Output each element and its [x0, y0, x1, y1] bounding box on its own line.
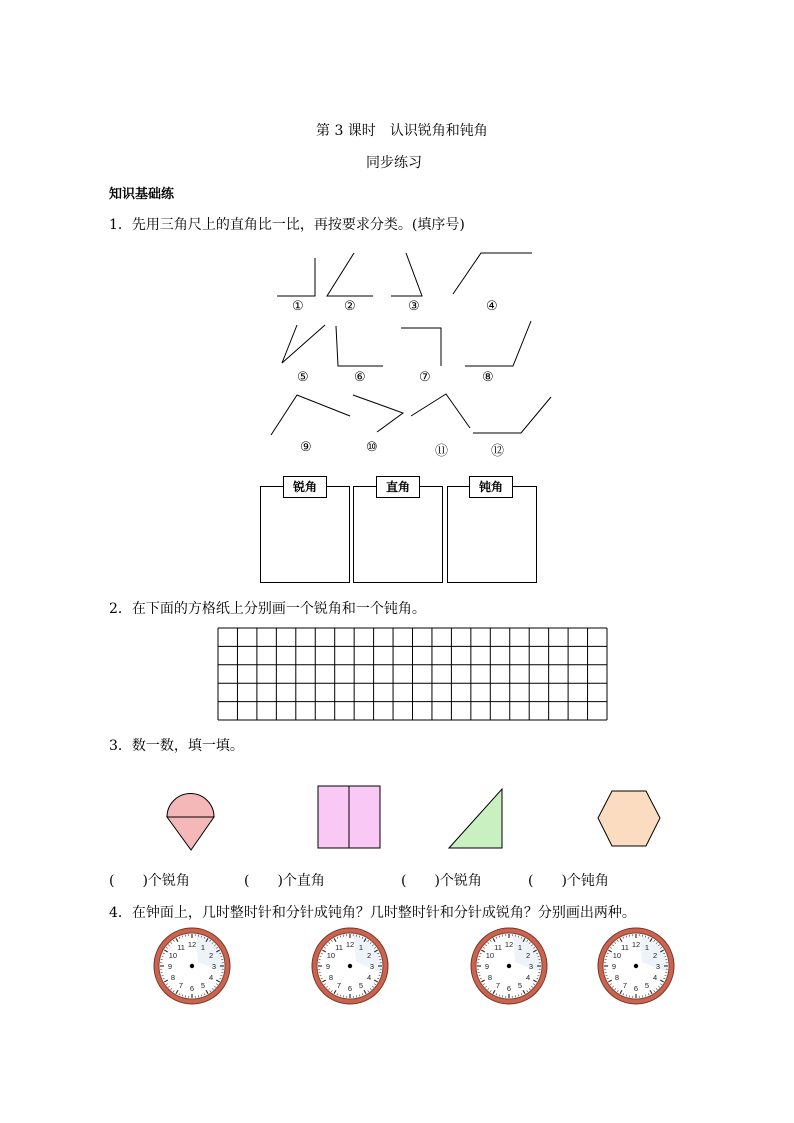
answer-right[interactable]: ( )个直角 [244, 873, 325, 889]
clock-number: 7 [622, 981, 628, 991]
clock-number: 3 [211, 962, 217, 971]
clock-face[interactable] [469, 926, 549, 1006]
question-2-text: 2．在下面的方格纸上分别画一个锐角和一个钝角。 [109, 601, 426, 617]
clock-number: 6 [506, 984, 512, 993]
clock-number: 10 [326, 951, 336, 960]
figure-number-4: ④ [486, 299, 498, 314]
question-1-text: 1．先用三角尺上的直角比一比，再按要求分类。(填序号) [109, 217, 465, 233]
clock-number: 2 [208, 951, 214, 960]
clock-number: 7 [336, 981, 342, 991]
clock-number: 9 [484, 962, 490, 971]
clock-number: 2 [525, 951, 531, 960]
question-3-text: 3．数一数，填一填。 [109, 738, 244, 754]
ice-cream-cone-shape [167, 794, 214, 850]
clock-center-dot [190, 964, 194, 968]
clock-number: 4 [525, 973, 531, 982]
figure-number-11: ⑪ [435, 444, 449, 459]
clock-number: 7 [178, 981, 184, 991]
clock-number: 6 [633, 984, 639, 993]
figure-number-10: ⑩ [366, 440, 378, 455]
clock-number: 7 [495, 981, 501, 991]
clock-face[interactable] [596, 926, 676, 1006]
right-triangle-shape [449, 789, 502, 848]
lesson-title: 第 3 课时 认识锐角和钝角 [316, 123, 488, 139]
clock-number: 5 [200, 981, 206, 991]
clock-number: 9 [611, 962, 617, 971]
clock-number: 8 [328, 973, 334, 982]
clock-center-dot [348, 964, 352, 968]
clock-number: 5 [358, 981, 364, 991]
figure-number-7: ⑦ [419, 370, 431, 385]
clock-number: 5 [517, 981, 523, 991]
figure-number-12: ⑫ [491, 444, 505, 459]
clock-number: 9 [325, 962, 331, 971]
figure-number-3: ③ [408, 299, 420, 314]
clock-number: 4 [652, 973, 658, 982]
clock-number: 3 [369, 962, 375, 971]
clock-number: 12 [504, 940, 514, 949]
figure-number-9: ⑨ [300, 440, 312, 455]
clock-number: 11 [177, 942, 185, 952]
lesson-subtitle: 同步练习 [366, 155, 422, 171]
clock-number: 4 [208, 973, 214, 982]
right-box-label: 直角 [376, 476, 420, 498]
clock-face[interactable] [152, 926, 232, 1006]
clock-number: 2 [652, 951, 658, 960]
clock-number: 6 [189, 984, 195, 993]
answer-obtuse[interactable]: ( )个钝角 [528, 873, 609, 889]
answer-acute-2[interactable]: ( )个锐角 [401, 873, 482, 889]
clock-number: 12 [187, 940, 197, 949]
clock-number: 1 [358, 942, 364, 952]
split-rectangle-shape [318, 786, 380, 848]
clock-number: 6 [347, 984, 353, 993]
obtuse-box-label: 钝角 [469, 476, 513, 498]
clock-number: 1 [517, 942, 523, 952]
hexagon-shape [598, 791, 660, 846]
figure-number-8: ⑧ [482, 370, 494, 385]
clock-number: 11 [335, 942, 343, 952]
figure-number-1: ① [292, 299, 304, 314]
clock-number: 12 [345, 940, 355, 949]
answer-acute-1[interactable]: ( )个锐角 [109, 873, 190, 889]
section-heading: 知识基础练 [109, 187, 175, 202]
clock-number: 10 [485, 951, 495, 960]
clock-number: 10 [612, 951, 622, 960]
clock-number: 11 [621, 942, 629, 952]
clock-number: 3 [655, 962, 661, 971]
figure-number-2: ② [344, 299, 356, 314]
clock-number: 11 [494, 942, 502, 952]
clock-number: 1 [200, 942, 206, 952]
clock-number: 2 [366, 951, 372, 960]
clock-face[interactable] [310, 926, 390, 1006]
clock-number: 1 [644, 942, 650, 952]
clock-center-dot [634, 964, 638, 968]
clock-number: 5 [644, 981, 650, 991]
figure-number-6: ⑥ [354, 370, 366, 385]
acute-box-label: 锐角 [283, 476, 327, 498]
clock-number: 10 [168, 951, 178, 960]
question-4-text: 4．在钟面上，几时整时针和分针成钝角？几时整时针和分针成锐角？分别画出两种。 [109, 905, 636, 921]
clock-number: 8 [614, 973, 620, 982]
figure-number-5: ⑤ [297, 370, 309, 385]
clock-number: 3 [528, 962, 534, 971]
clock-number: 8 [170, 973, 176, 982]
clock-number: 9 [167, 962, 173, 971]
clock-center-dot [507, 964, 511, 968]
clock-number: 12 [631, 940, 641, 949]
clock-number: 8 [487, 973, 493, 982]
clock-number: 4 [366, 973, 372, 982]
